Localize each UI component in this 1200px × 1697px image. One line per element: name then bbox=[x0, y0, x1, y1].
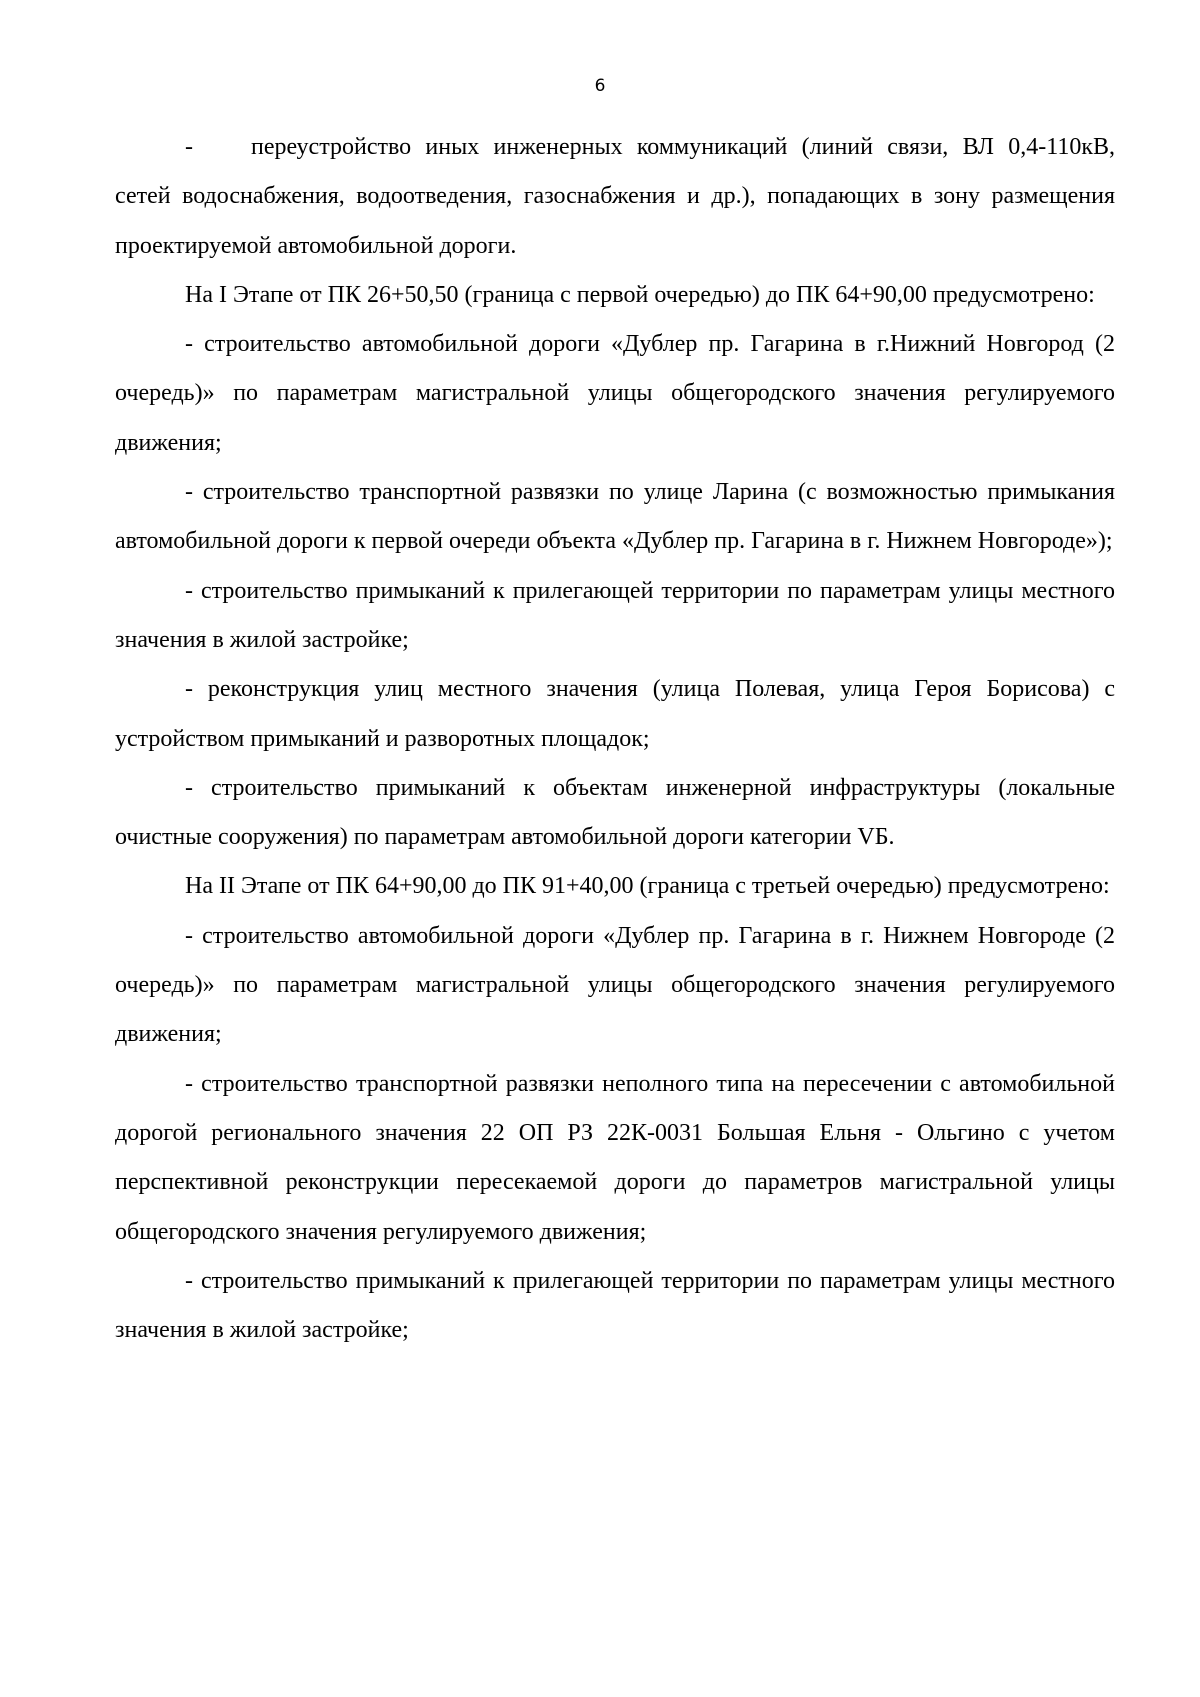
page-number: 6 bbox=[594, 76, 606, 96]
paragraph-stage-2-heading: На II Этапе от ПК 64+90,00 до ПК 91+40,00 (граница с третьей очередью) предусмотрено: bbox=[185, 873, 1110, 900]
paragraph-stage-1-road: - строительство автомобильной дороги «Дублер пр. Гагарина в г.Нижний Новгород (2 очередь)» по параметрам магистральной улицы общегородского значения регулируемого движения; bbox=[115, 331, 1115, 456]
paragraph-stage-2-road: - строительство автомобильной дороги «Дублер пр. Гагарина в г. Нижнем Новгороде (2 очередь)» по параметрам магистральной улицы общегородского значения регулируемого движения; bbox=[115, 922, 1115, 1048]
paragraph-utilities-relocation bbox=[115, 123, 1115, 271]
paragraph-stage-2-interchange: - строительство транспортной развязки неполного типа на пересечении с автомобильной дорогой регионального значения 22 ОП РЗ 22К-0031 Большая Ельня - Ольгино с учетом перспективной реконструкции пересекаемой дороги до параметров магистральной улицы общегородского значения регулируемого движения; bbox=[115, 1070, 1115, 1245]
paragraph-stage-1-infrastructure: - строительство примыканий к объектам инженерной инфраструктуры (локальные очистные сооружения) по параметрам автомобильной дороги категории VБ. bbox=[115, 774, 1115, 851]
document-body bbox=[115, 123, 1115, 1355]
paragraph-stage-1-heading: На I Этапе от ПК 26+50,50 (граница с первой очередью) до ПК 64+90,00 предусмотрено: bbox=[185, 281, 1095, 308]
list-dash: - bbox=[185, 134, 193, 160]
paragraph-stage-2-junctions: - строительство примыканий к прилегающей территории по параметрам улицы местного значения в жилой застройке; bbox=[115, 1267, 1115, 1344]
paragraph-stage-1-interchange: - строительство транспортной развязки по улице Ларина (с возможностью примыкания автомобильной дороги к первой очереди объекта «Дублер пр. Гагарина в г. Нижнем Новгороде»); bbox=[115, 479, 1115, 555]
paragraph-text: переустройство иных инженерных коммуникаций (линий связи, ВЛ 0,4-110кВ, сетей водоснабжения, водоотведения, газоснабжения и др.), попадающих в зону размещения проектируемой автомобильной дороги. bbox=[115, 134, 1115, 259]
paragraph-stage-1-junctions: - строительство примыканий к прилегающей территории по параметрам улицы местного значения в жилой застройке; bbox=[115, 577, 1115, 653]
paragraph-stage-1-reconstruction: - реконструкция улиц местного значения (улица Полевая, улица Героя Борисова) с устройством примыканий и разворотных площадок; bbox=[115, 676, 1115, 752]
